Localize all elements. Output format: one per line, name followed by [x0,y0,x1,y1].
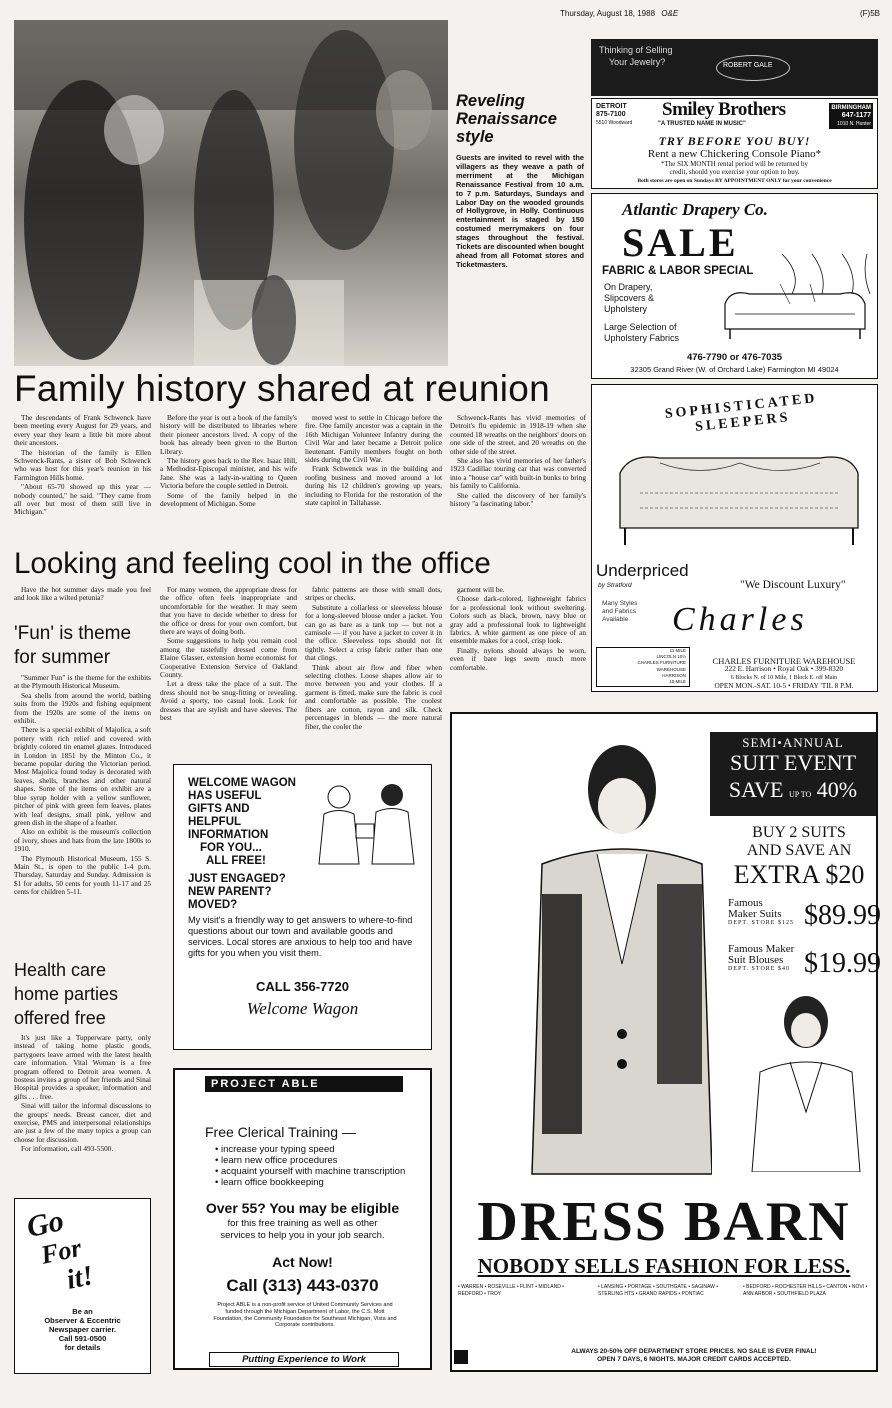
fun-para: The Plymouth Historical Museum, 155 S. Main St., is open to the public 1-4 p.m. Thursday, Saturday and Sunday. Admission is $1 for adults, 50 cents for youth 11-17 and 25 cents for children 5-11. [14,853,151,897]
smiley-brand: Smiley Brothers [662,99,786,120]
smiley-offer: Rent a new Chickering Console Piano* [647,148,822,160]
smiley-left-info [596,103,632,127]
carrier-go [24,1202,96,1301]
welcome-head-line: HELPFUL [188,816,242,828]
welcome-question: NEW PARENT? [188,886,272,898]
office-para: Let a dress take the place of a suit. The dress should not be snug-fitting or revealing. Avoid a sporty, too casual look. Look for dresses that are stylish and have sleeves. The best [160,679,297,723]
reunion-para: Frank Schwenck was in the building and roofing business and moved around a lot during his 12 children's growing up years, including to Florida for the restoration of the state capitol in Tallahasse. [305,464,442,508]
reunion-para: The descendants of Frank Schwenck have been meeting every August for 29 years, and every year they learn a little bit more about their ancestors. [14,414,151,448]
reunion-para: Some of the family helped in the development of Michigan. Some [160,490,297,509]
item-suits-line1: Famous [728,897,763,909]
able-list [215,1144,415,1188]
renaissance-photo [14,20,448,366]
masthead [560,9,880,18]
office-para: Substitute a collarless or sleeveless blouse for a long-sleeved blouse under a jacket. You can go as bare as a tank top — but not a camisole — if you have a jacket to cover it in the office. Sleeveless tops should not fit tightly. Select a crisp fabric rather than one that clings. [305,602,442,663]
sleepers-title: SOPHISTICATED SLEEPERS [664,391,819,435]
atlantic-name: Atlantic Drapery Co. [622,200,768,219]
fun-body [14,674,151,946]
sleepers-addr: 222 E. Harrison • Royal Oak • 399-8320 [724,664,844,674]
item-suits-dept: DEPT. STORE $125 [728,920,794,926]
sleepers-ad [591,384,878,692]
item-suits-line2: Maker Suits [728,908,782,920]
office-para: fabric patterns are those with small dots, stripes or checks. [305,586,442,603]
carrier-line: Newspaper carrier. [48,1325,117,1334]
health-story [14,958,151,1182]
welcome-body: My visit's a friendly way to get answers to where-to-find questions about our town and available goods and services. Local stores are anxious to help too and have gifts for you when you visit them. [188,915,413,958]
dress-barn-brand: DRESS BARN [477,1191,851,1253]
sleepers-store: CHARLES FURNITURE WAREHOUSE [712,656,856,666]
fun-headline-1: 'Fun' is theme [14,623,132,644]
reunion-headline: Family history shared at reunion [14,368,551,409]
welcome-head-line: INFORMATION [188,829,269,841]
able-title: Free Clerical Training — [205,1124,356,1140]
upto-word: UP TO [788,790,812,799]
able-footer: Putting Experience to Work [209,1352,399,1367]
photo-story-headline: Reveling Renaissance style [456,92,557,146]
smiley-addr-left: 5510 Woodward [596,120,633,126]
sleepers-many [602,600,637,624]
jewelry-ad-line1: Thinking of Selling [599,45,673,55]
map-road: HARRISON [662,672,686,678]
item-blouses-price: $19.99 [804,948,881,979]
welcome-head-line: HAS USEFUL [188,790,262,802]
item-blouses-line1: Famous Maker [728,943,795,955]
percent-off: 40% [816,777,858,802]
reunion-para: Before the year is out a book of the family's history will be distributed to libraries where their pioneer ancestors lived. A copy of the book has already been given to the Burton Library. [160,414,297,456]
fun-story [14,622,151,946]
location-list: • LANSING • PORTAGE • SOUTHGATE • SAGINAW • STERLING HTS • GRAND RAPIDS • PONTIAC [598,1284,718,1297]
fun-headline-2: for summer [14,647,111,668]
able-act: Act Now! [272,1254,333,1270]
carrier-line: Call 591-0500 [58,1334,107,1343]
able-list-item: • increase your typing speed [215,1144,415,1155]
smiley-footer: Both stores are open on Sundays BY APPOINTMENT ONLY for your convenience [637,178,832,184]
dress-barn-model2-illustration [740,992,872,1172]
able-fine: Project ABLE is a non-profit service of United Community Services and funded through the Michigan Department of Labor, the C.S. Mott Foundation, the Community Foundation for Southeast Michigan, Vista and Corporate contributions. [213,1302,397,1329]
suit-event-save [710,775,876,810]
smiley-right-info [829,103,873,129]
item-blouses-dept: DEPT. STORE $40 [728,966,790,972]
location-list: • BEDFORD • ROCHESTER HILLS • CANTON • NOVI • ANN ARBOR • SOUTHFIELD PLAZA [743,1284,868,1297]
suit-event-title: SUIT EVENT [729,750,857,775]
bottom-line-2: OPEN 7 DAYS, 6 NIGHTS. MAJOR CREDIT CARDS ACCEPTED. [597,1356,791,1363]
carrier-text [15,1307,150,1352]
office-intro [14,586,151,604]
welcome-phone: CALL 356-7720 [256,979,349,994]
sleepers-many1: Many Styles [602,600,638,607]
able-call: Call (313) 443-0370 [226,1276,379,1295]
welcome-head-line: WELCOME WAGON [188,777,296,789]
welcome-illustration [304,779,424,869]
dress-barn-locations [458,1284,870,1328]
atlantic-item: Slipcovers & [604,293,655,303]
carrier-line: Observer & Eccentric [44,1316,121,1325]
masthead-date: Thursday, August 18, 1988 [560,9,656,18]
atlantic-sale: SALE [622,220,739,265]
dress-barn-model-illustration [512,734,712,1202]
welcome-head-line: FOR YOU... [200,842,262,854]
welcome-head-line: GIFTS AND [188,803,250,815]
smiley-phone-left: 875-7100 [596,111,626,118]
atlantic-drapery-ad [591,193,878,379]
welcome-head [188,777,296,868]
item-blouses-line2: Suit Blouses [728,954,784,966]
extra-discount: EXTRA $20 [733,860,865,889]
dress-barn-ad [450,712,881,1372]
sleepers-many3: Available [602,616,629,623]
map-road: CHARLES FURNITURE [637,660,686,666]
atlantic-sel2: Upholstery Fabrics [604,333,680,343]
welcome-question: JUST ENGAGED? [188,873,286,885]
health-headline-line: home parties [14,984,119,1004]
smiley-phone-right: 647-1177 [841,112,871,119]
atlantic-sel1: Large Selection of [604,322,677,332]
health-headline-line: Health care [14,960,107,980]
photo-story-text: Guests are invited to revel with the villagers as they weave a path of merriment at the Michigan Renaissance Festival from 10 a.m. to 7 p.m. Saturdays, Sundays and Labor Day on the wooded grounds of Hollygrove, in Holly. Continuous entertainment is staged by 150 costumed merrymakers on four stages throughout the festival. Tickets are discounted when bought ahead from all Fotomat stores and Ticketmasters. [456,153,584,269]
atlantic-special: FABRIC & LABOR SPECIAL [602,265,754,277]
office-col-4 [450,586,586,696]
dress-barn-card-logo [454,1350,468,1364]
buy-line-1: BUY 2 SUITS [752,824,846,841]
carrier-it-word: it! [63,1260,97,1296]
office-para: garment will be. [457,586,505,594]
smiley-city-left: DETROIT [596,103,627,110]
fun-para: "Summer Fun" is the theme for the exhibits at the Plymouth Historical Museum. [14,674,151,691]
atlantic-item: Upholstery [604,304,648,314]
sleepers-signature: Charles [672,601,808,638]
able-list-item: • learn new office procedures [215,1155,415,1166]
smiley-note1: *The SIX MONTH rental period will be returned by [661,160,808,168]
smiley-tagline: "A TRUSTED NAME IN MUSIC" [658,121,746,127]
project-able-ad [173,1068,432,1370]
office-para: Choose dark-colored, lightweight fabrics for a professional look without sweltering. Colors such as black, brown, navy blue or gray add a professional look to lightweight fabrics. A white garment as one piece of an ensemble makes for a cool, crisp look. [450,594,586,646]
smiley-headline: TRY BEFORE YOU BUY! [658,134,811,148]
sleepers-underpriced: Underpriced [596,561,689,580]
smiley-addr-right: 1010 N. Hunter [837,121,871,127]
drapes-illustration [782,254,872,294]
buy-line-2: AND SAVE AN [746,842,852,859]
sleepers-many2: and Fabrics [602,608,636,615]
map-road: WAREHOUSE [656,666,686,672]
atlantic-selection [604,322,679,344]
reunion-para: moved west to settle in Chicago before the fire. One family ancestor was a captain in the 16th Michigan Volunteer Infantry during the Civil War and later became a Detroit police lieutenant. Family members fought on both sides during the Civil War. [305,414,442,465]
masthead-section: O&E [661,9,679,18]
able-list-item: • learn office bookkeeping [215,1177,415,1188]
reunion-para: The history goes back to the Rev. Isaac Hill, a Methodist-Episcopal minister, and his wife Jane. She was a lady-in-waiting to Queen Victoria before the couple settled in Detroit. [160,456,297,491]
save-word: SAVE [728,777,784,802]
map-road: 10 MILE [669,679,686,685]
office-col-3 [305,586,442,794]
item-suits [728,897,881,931]
map-road: LINCOLN 10½ [656,654,686,660]
photo-story [456,92,584,270]
suit-event-semi: SEMI•ANNUAL [742,735,844,750]
fun-para: Also on exhibit is the museum's collection of ivory, shoes and hats from the late 1800s to 1910. [14,827,151,854]
health-body [14,1034,151,1182]
reunion-para: She also has vivid memories of her father's 1923 Cadillac touring car that was converted into a "house car" with built-in bunks to bring his family to California. [450,456,586,491]
fun-para: Sea shells from around the world, bathing suits from the 1920s and fishing equipment from the 1920s are some of the items on exhibit. [14,690,151,726]
office-para: Some suggestions to help you remain cool among the tastefully dressed come from Elaine Glasser, extension home economist for Cooperative Extension Service of Oakland County. [160,636,297,680]
sleepers-hours: OPEN MON.-SAT. 10-5 • FRIDAY 'TIL 8 P.M. [714,680,854,690]
atlantic-address: 32305 Grand River (W. of Orchard Lake) Farmington MI 49024 [630,365,839,374]
sleepers-by: by Stratford [598,582,632,589]
office-para: Think about air flow and fiber when selecting clothes. Loose shapes allow air to move between you and your clothes. If a garment is fitted, make sure the fabric is cool and comfortable as possible. The coolest fibers are cotton, rayon and silk. Check percentages in blends — the more natural fiber, the cooler the [305,662,442,731]
sleepers-slogan: "We Discount Luxury" [740,579,846,591]
location-list: • WARREN • ROSEVILLE • FLINT • MIDLAND • REDFORD • TROY [458,1284,564,1297]
sleepers-dir: 6 Blocks N. of 10 Mile, 1 Block E. off Main [730,674,838,681]
office-col-2 [160,586,297,794]
bottom-line-1: ALWAYS 20-50% OFF DEPARTMENT STORE PRICES. NO SALE IS EVER FINAL! [571,1348,817,1355]
welcome-logo: Welcome Wagon [246,999,359,1018]
reunion-para: "About 65-70 showed up this year — nobody counted," he said. "They came from all over but most of them still live in Michigan." [14,482,151,517]
able-over: Over 55? You may be eligible [205,1200,400,1216]
jewelry-ad-line2: Your Jewelry? [609,57,666,67]
masthead-page: (F)5B [860,9,880,18]
able-logo-box [205,1076,403,1092]
reunion-para: The historian of the family is Ellen Schwenck-Rants, a sister of Bob Schwenck who was host for this year's reunion in his Farmington Hills home. [14,447,151,482]
sleepers-store-info [692,657,876,690]
item-blouses [728,943,881,979]
map-road: 11 MILE [669,648,686,653]
carrier-for-word: For [38,1232,84,1270]
office-intro-para: Have the hot summer days made you feel and look like a wilted petunia? [14,586,151,603]
office-headline: Looking and feeling cool in the office [14,547,491,580]
atlantic-item: On Drapery, [604,282,653,292]
smiley-note2: credit, should you exercise your option to buy. [669,168,800,176]
carrier-ad [14,1198,151,1374]
health-headline [14,958,151,1030]
welcome-head-line: ALL FREE! [206,855,266,867]
health-para: It's just like a Tupperware party, only instead of taking home plastic goods, partygoers leave armed with the latest health care information. Vital Woman is a free program offered to Detroit area women. A hostess invites a group of her friends and Sinai Hospital provides a speaker, information and gifts . . . free. [14,1034,151,1101]
dress-barn-slogan: NOBODY SELLS FASHION FOR LESS. [477,1254,851,1278]
atlantic-phones: 476-7790 or 476-7035 [686,352,783,363]
welcome-wagon-ad [173,764,432,1050]
able-line2: services to help you in your job search. [220,1230,385,1241]
carrier-go-word: Go [23,1204,67,1244]
carrier-line: for details [64,1343,101,1352]
office-para: For many women, the appropriate dress for the office often feels inappropriate and uncomfortable for the weather. It may seem that you have to decide whether to dress for the office or dress for your own comfort, but there are ways of doing both. [160,586,297,637]
sleeper-sofa-illustration [600,433,872,555]
buy-two-suits [724,824,874,890]
fun-para: There is a special exhibit of Majolica, a soft pottery with rich relief and covered with brightly colored tin enamel glazes. Introduced in London in 1851 by the Minton Co., it became popular during the Victorian period. Most Majolica found today is decorated with leaves, shells, branches and other natural shapes. Some of the items on exhibit are a blue syrup holder with a yellow sunflower, pitcher of pink with green fern leaves, plates with leaf designs, small pink, yellow and green dish in the shape of a feather. [14,725,151,827]
jewelry-ad [591,39,878,96]
able-line1: for this free training as well as other [227,1218,378,1229]
reunion-para: Schwenck-Rants has vivid memories of Detroit's flu epidemic in 1918-19 when she counted 18 wreaths on the neighbors' doors on one side of the street, and 20 wreaths on the other side of the street. [450,414,586,456]
reunion-para: She called the discovery of her family's history "a fascinating labor." [450,490,586,509]
health-headline-line: offered free [14,1008,106,1028]
welcome-questions [188,873,286,912]
office-para: Finally, nylons should always be worn, even if bare legs seem much more comfortable. [450,645,586,672]
welcome-question: MOVED? [188,899,238,911]
carrier-line: Be an [72,1307,93,1316]
sleepers-map [596,647,690,687]
photo-image [14,20,448,366]
jewelry-ad-name: ROBERT GALE [723,62,773,69]
health-para: For information, call 493-5500. [21,1144,114,1154]
dress-barn-bottom [512,1348,876,1364]
smiley-city-right: BIRMINGHAM [831,105,871,111]
able-logo: PROJECT ABLE [211,1078,320,1090]
suit-event-banner [710,732,876,816]
health-para: Sinai will tailor the informal discussions to the groups' needs. Breast cancer, diet and exercise, PMS and interpersonal relationships are just a few of the many topics a group can choose for discussion. [14,1101,151,1144]
atlantic-items [604,282,654,315]
smiley-brothers-ad [591,98,878,189]
able-list-item: • acquaint yourself with machine transcription [215,1166,415,1177]
item-suits-price: $89.99 [804,900,881,931]
